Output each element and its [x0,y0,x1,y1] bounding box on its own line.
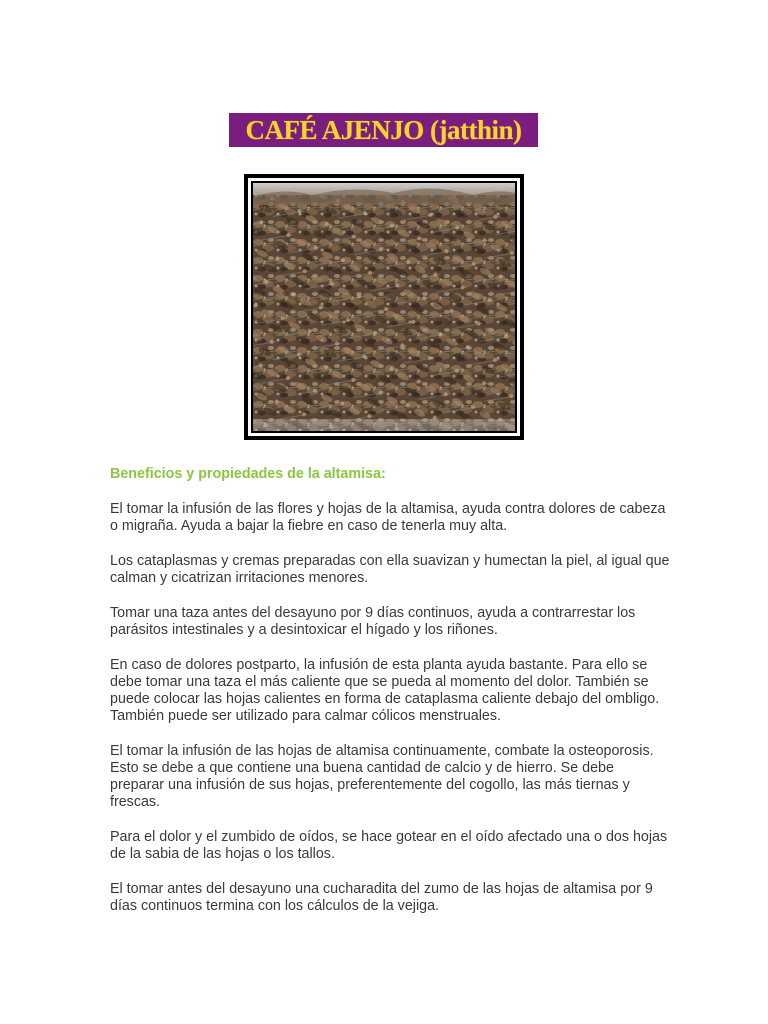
paragraph: Para el dolor y el zumbido de oídos, se hace gotear en el oído afectado una o dos hojas de la sabia de las hojas o los tallos. [110,829,668,862]
paragraph: En caso de dolores postparto, la infusión de esta planta ayuda bastante. Para ello se debe tomar una taza el más caliente que se pueda al momento del dolor. También se puede colocar las hojas calientes en forma de cataplasma caliente debajo del ombligo. También puede ser utilizado para calmar cólicos menstruales. [110,657,660,724]
paragraph: Tomar una taza antes del desayuno por 9 días continuos, ayuda a contrarrestar los parásitos intestinales y a desintoxicar el hígado y los riñones. [110,605,636,638]
paragraph: Los cataplasmas y cremas preparadas con ella suavizan y humectan la piel, al igual que calman y cicatrizan irritaciones menores. [110,553,670,586]
section-heading: Beneficios y propiedades de la altamisa: [110,466,386,482]
title-banner [229,113,538,147]
paragraph: El tomar antes del desayuno una cucharadita del zumo de las hojas de altamisa por 9 días continuos termina con los cálculos de la vejiga. [110,881,653,914]
paragraph: El tomar la infusión de las flores y hojas de la altamisa, ayuda contra dolores de cabeza o migraña. Ayuda a bajar la fiebre en caso de tenerla muy alta. [110,501,666,534]
paragraph: El tomar la infusión de las hojas de altamisa continuamente, combate la osteoporosis. Esto se debe a que contiene una buena cantidad de calcio y de hierro. Se debe preparar una infusión de sus hojas, preferentemente del cogollo, las más tiernas y frescas. [110,743,654,810]
page-title: CAFÉ AJENJO (jatthin) [245,114,522,145]
article-content [110,466,670,933]
dried-herbs-photo [253,183,515,431]
photo-frame [244,174,524,440]
